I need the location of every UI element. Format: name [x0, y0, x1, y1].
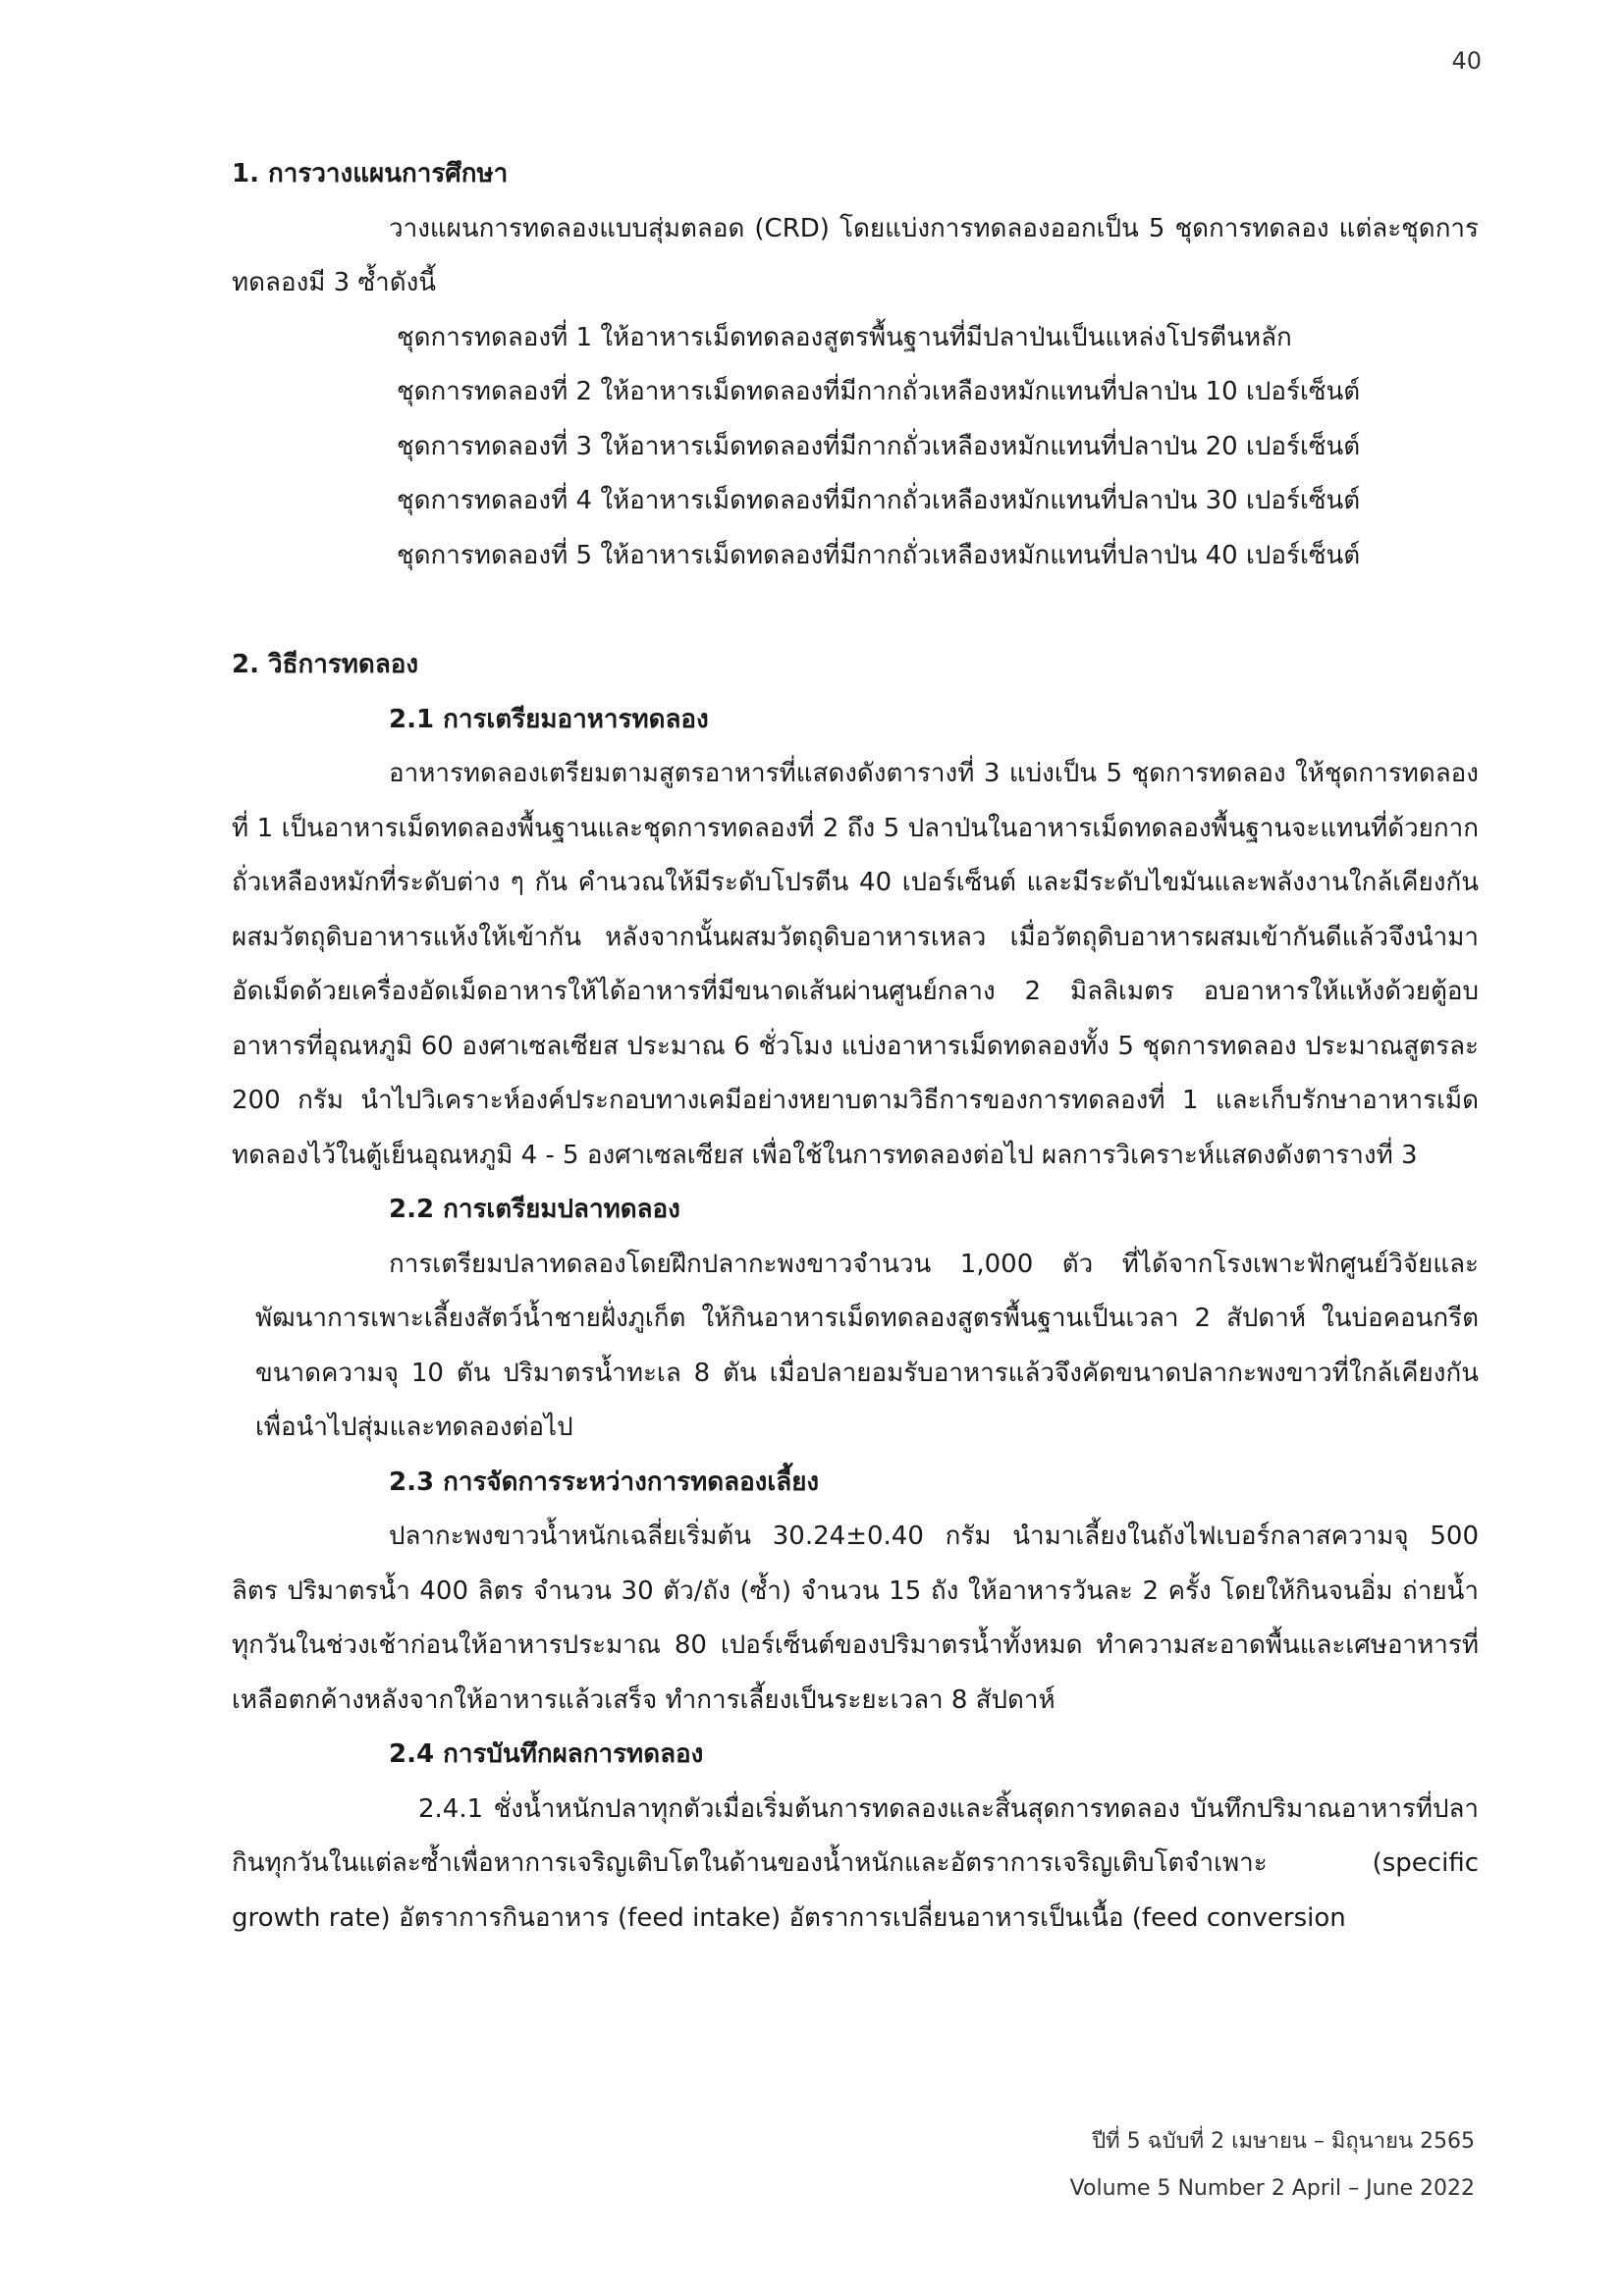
subsection-2-1-text: อาหารทดลองเตรียมตามสูตรอาหารที่แสดงดังตารางที่ 3 แบ่งเป็น 5 ชุดการทดลอง ให้ชุดการทดลองที่ 1 เป็นอาหารเม็ดทดลองพื้นฐานและชุดการทดลองที่ 2 ถึง 5 ปลาป่นในอาหารเม็ดทดลองพื้นฐานจะแทนที่ด้วยกากถั่วเหลืองหมักที่ระดับต่าง ๆ กัน คำนวณให้มีระดับโปรตีน 40 เปอร์เซ็นต์ และมีระดับไขมันและพลังงานใกล้เคียงกัน ผสมวัตถุดิบอาหารแห้งให้เข้ากัน หลังจากนั้นผสมวัตถุดิบอาหารเหลว เมื่อวัตถุดิบอาหารผสมเข้ากันดีแล้วจึงนำมาอัดเม็ดด้วยเครื่องอัดเม็ดอาหารให้ได้อาหารที่มีขนาดเส้นผ่านศูนย์กลาง 2 มิลลิเมตร อบอาหารให้แห้งด้วยตู้อบอาหารที่อุณหภูมิ 60 องศาเซลเซียส ประมาณ 6 ชั่วโมง แบ่งอาหารเม็ดทดลองทั้ง 5 ชุดการทดลอง ประมาณสูตรละ 200 กรัม นำไปวิเคราะห์องค์ประกอบทางเคมีอย่างหยาบตามวิธีการของการทดลองที่ 1 และเก็บรักษาอาหารเม็ดทดลองไว้ในตู้เย็นอุณหภูมิ 4 - 5 องศาเซลเซียส เพื่อใช้ในการทดลองต่อไป ผลการวิเคราะห์แสดงดังตารางที่ 3 — [232, 759, 1479, 1170]
page-content — [232, 147, 1479, 1946]
section-1-heading: 1. การวางแผนการศึกษา — [232, 159, 509, 188]
treatment-item: ชุดการทดลองที่ 1 ให้อาหารเม็ดทดลองสูตรพื้นฐานที่มีปลาป่นเป็นแหล่งโปรตีนหลัก — [397, 322, 1292, 352]
section-2-heading: 2. วิธีการทดลอง — [232, 650, 419, 679]
footer-thai: ปีที่ 5 ฉบับที่ 2 เมษายน – มิถุนายน 2565 — [1092, 2129, 1475, 2154]
subsection-2-4-heading: 2.4 การบันทึกผลการทดลอง — [389, 1739, 704, 1769]
treatment-list — [232, 311, 1479, 584]
page-number: 40 — [1451, 47, 1482, 75]
subsection-2-3-heading: 2.3 การจัดการระหว่างการทดลองเลี้ยง — [389, 1467, 820, 1497]
journal-footer — [1070, 2118, 1475, 2213]
section-1-intro: วางแผนการทดลองแบบสุ่มตลอด (CRD) โดยแบ่งการทดลองออกเป็น 5 ชุดการทดลอง แต่ละชุดการทดลองมี 3 ซ้ำดังนี้ — [232, 213, 1479, 297]
subsection-2-3-text: ปลากะพงขาวน้ำหนักเฉลี่ยเริ่มต้น 30.24±0.40 กรัม นำมาเลี้ยงในถังไฟเบอร์กลาสความจุ 500 ลิตร ปริมาตรน้ำ 400 ลิตร จำนวน 30 ตัว/ถัง (ซ้ำ) จำนวน 15 ถัง ให้อาหารวันละ 2 ครั้ง โดยให้กินจนอิ่ม ถ่ายน้ำทุกวันในช่วงเช้าก่อนให้อาหารประมาณ 80 เปอร์เซ็นต์ของปริมาตรน้ำทั้งหมด ทำความสะอาดพื้นและเศษอาหารที่เหลือตกค้างหลังจากให้อาหารแล้วเสร็จ ทำการเลี้ยงเป็นระยะเวลา 8 สัปดาห์ — [232, 1522, 1479, 1715]
treatment-item: ชุดการทดลองที่ 3 ให้อาหารเม็ดทดลองที่มีกากถั่วเหลืองหมักแทนที่ปลาป่น 20 เปอร์เซ็นต์ — [397, 431, 1361, 461]
subsection-2-1-heading: 2.1 การเตรียมอาหารทดลอง — [389, 704, 709, 734]
footer-english: Volume 5 Number 2 April – June 2022 — [1069, 2176, 1475, 2201]
treatment-item: ชุดการทดลองที่ 4 ให้อาหารเม็ดทดลองที่มีกากถั่วเหลืองหมักแทนที่ปลาป่น 30 เปอร์เซ็นต์ — [397, 486, 1361, 515]
spacer — [232, 583, 1479, 638]
treatment-item: ชุดการทดลองที่ 2 ให้อาหารเม็ดทดลองที่มีกากถั่วเหลืองหมักแทนที่ปลาป่น 10 เปอร์เซ็นต์ — [397, 377, 1361, 406]
treatment-item: ชุดการทดลองที่ 5 ให้อาหารเม็ดทดลองที่มีกากถั่วเหลืองหมักแทนที่ปลาป่น 40 เปอร์เซ็นต์ — [397, 540, 1361, 570]
subsection-2-2-heading: 2.2 การเตรียมปลาทดลอง — [389, 1195, 680, 1224]
subsection-2-2-text: การเตรียมปลาทดลองโดยฝึกปลากะพงขาวจำนวน 1,000 ตัว ที่ได้จากโรงเพาะฟักศูนย์วิจัยและพัฒนาการเพาะเลี้ยงสัตว์น้ำชายฝั่งภูเก็ต ให้กินอาหารเม็ดทดลองสูตรพื้นฐานเป็นเวลา 2 สัปดาห์ ในบ่อคอนกรีตขนาดความจุ 10 ตัน ปริมาตรน้ำทะเล 8 ตัน เมื่อปลายอมรับอาหารแล้วจึงคัดขนาดปลากะพงขาวที่ใกล้เคียงกันเพื่อนำไปสุ่มและทดลองต่อไป — [255, 1249, 1479, 1442]
subsection-2-4-text: 2.4.1 ชั่งน้ำหนักปลาทุกตัวเมื่อเริ่มต้นการทดลองและสิ้นสุดการทดลอง บันทึกปริมาณอาหารที่ปลากินทุกวันในแต่ละซ้ำเพื่อหาการเจริญเติบโตในด้านของน้ำหนักและอัตราการเจริญเติบโตจำเพาะ (specific growth rate) อัตราการกินอาหาร (feed intake) อัตราการเปลี่ยนอาหารเป็นเนื้อ (feed conversion — [232, 1793, 1479, 1933]
